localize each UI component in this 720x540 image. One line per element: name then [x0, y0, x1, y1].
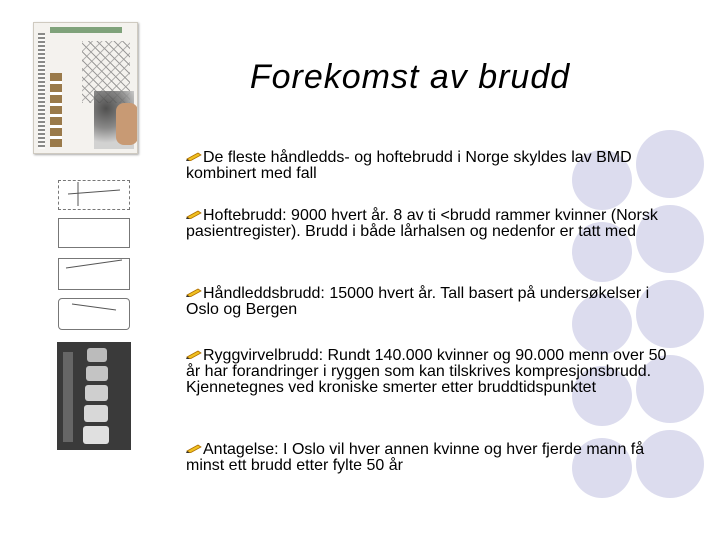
bullet-item	[186, 286, 676, 318]
poster-vertical-text	[38, 33, 45, 149]
poster-thumbnail-image	[33, 22, 138, 154]
spine-xray-image	[57, 342, 131, 450]
pencil-icon	[186, 287, 202, 297]
pencil-icon	[186, 443, 202, 453]
bullet-text: Antagelse: I Oslo vil hver annen kvinne og hver fjerde mann få minst ett brudd etter fylte 50 år	[186, 441, 645, 474]
slide-title: Forekomst av brudd	[249, 58, 571, 96]
pencil-icon	[186, 209, 202, 219]
bullet-text: Hoftebrudd: 9000 hvert år. 8 av ti <brudd rammer kvinner (Norsk pasientregister). Brudd i både lårhalsen og nedenfor er tatt med	[186, 207, 658, 240]
bullet-text: De fleste håndledds- og hoftebrudd i Norge skyldes lav BMD kombinert med fall	[186, 149, 632, 182]
bullet-item	[186, 348, 676, 396]
pencil-icon	[186, 151, 202, 161]
bullet-item	[186, 442, 676, 474]
bullet-text: Håndleddsbrudd: 15000 hvert år. Tall basert på undersøkelser i Oslo og Bergen	[186, 285, 650, 318]
poster-banner	[50, 27, 122, 33]
bullet-item	[186, 150, 676, 182]
pencil-icon	[186, 349, 202, 359]
poster-color-strip	[50, 73, 62, 147]
bullet-item	[186, 208, 676, 240]
poster-hand	[116, 103, 138, 145]
bullet-text: Ryggvirvelbrudd: Rundt 140.000 kvinner og 90.000 menn over 50 år har forandringer i ryggen som kan tilskrives kompresjonsbrudd. Kjennetegnes ved kroniske smerter etter bruddtidspunktet	[186, 347, 667, 396]
bone-diagram-lines	[58, 180, 130, 330]
